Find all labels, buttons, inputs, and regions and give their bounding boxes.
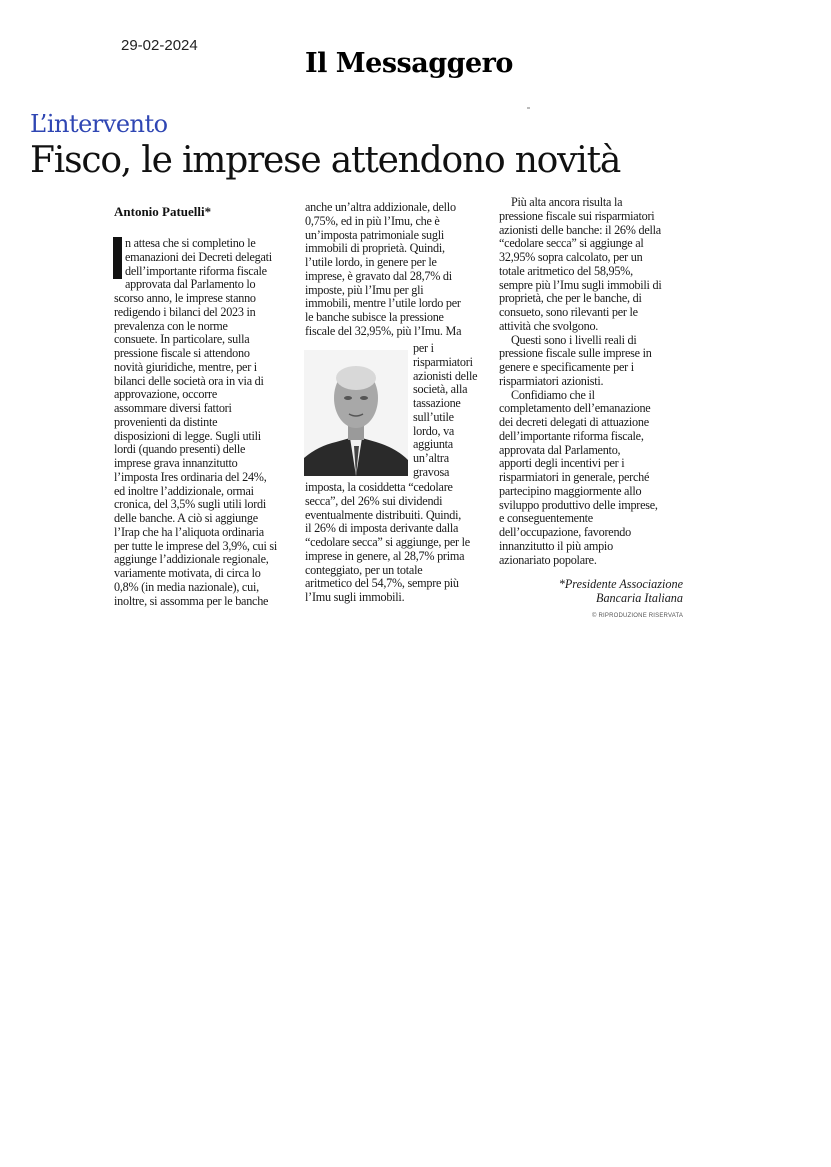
text-line: 0,75%, ed in più l’Imu, che è	[305, 213, 440, 228]
text-line: per i	[413, 341, 434, 355]
text-line: apporti degli incentivi per i	[499, 456, 625, 471]
text-line: imprese grava innanzitutto	[114, 456, 238, 470]
article-column-1-indented	[125, 237, 295, 292]
text-line: 0,8% (in media nazionale), cui,	[114, 579, 259, 594]
author-portrait-photo	[304, 350, 408, 476]
text-line: lordi (quando presenti) delle	[114, 442, 246, 457]
text-line: ed inoltre l’addizionale, ormai	[114, 483, 254, 498]
text-line: fiscale del 32,95%, più l’Imu. Ma	[305, 323, 462, 338]
text-line: dell’occupazione, favorendo	[499, 525, 631, 539]
text-line: aggiunge l’addizionale regionale,	[114, 552, 269, 567]
text-line: bilanci delle società ora in via di	[114, 373, 264, 388]
text-line: azionisti delle	[413, 368, 478, 383]
text-line: un’imposta patrimoniale sugli	[305, 227, 444, 242]
text-line: tassazione	[413, 396, 461, 410]
text-line: immobili, mentre l’utile lordo per	[305, 296, 461, 311]
text-line: le banche subisce la pressione	[305, 310, 444, 324]
text-line: risparmiatori	[413, 354, 473, 369]
text-line: l’Imu sugli immobili.	[305, 590, 405, 604]
article-column-2-wrap	[413, 342, 493, 480]
text-line: novità giuridiche, mentre, per i	[114, 359, 257, 374]
text-line: “cedolare secca” si aggiunge, per le	[305, 535, 470, 549]
text-line: Questi sono i livelli reali di	[511, 332, 637, 347]
text-line: risparmiatori azionisti.	[499, 373, 604, 388]
text-line: totale aritmetico del 58,95%,	[499, 263, 633, 278]
text-line: Più alta ancora risulta la	[511, 195, 623, 209]
text-line: inoltre, si assomma per le banche	[114, 593, 269, 608]
article-author: Antonio Patuelli*	[114, 204, 212, 219]
article-headline: Fisco, le imprese attendono novità	[30, 140, 621, 181]
text-line: sempre più l’Imu sugli immobili di	[499, 277, 662, 292]
text-line: provenienti da distinte	[114, 414, 218, 429]
text-line: Confidiamo che il	[511, 387, 595, 402]
text-line: attività che svolgono.	[499, 318, 599, 333]
signature-line-1: *Presidente Associazione	[558, 577, 683, 591]
text-line: l’Irap che ha l’aliquota ordinaria	[114, 524, 264, 539]
text-line: pressione fiscale si attendono	[114, 346, 250, 360]
text-line: completamento dell’emanazione	[499, 401, 651, 416]
text-line: innanzitutto il più ampio	[499, 538, 613, 553]
text-line: approvazione, occorre	[114, 387, 218, 402]
text-line: imprese, è gravato dal 28,7% di	[305, 268, 452, 283]
text-line: risparmiatori in generale, perché	[499, 470, 650, 484]
text-line: disposizioni di legge. Sugli utili	[114, 428, 261, 443]
text-line: 32,95% sopra calcolato, per un	[499, 250, 643, 264]
article-column-3	[499, 196, 685, 567]
text-line: l’utile lordo, in genere per le	[305, 255, 437, 269]
clipping-date: 29-02-2024	[121, 37, 198, 54]
text-line: pressione fiscale sui risparmiatori	[499, 208, 655, 223]
text-line: imprese in genere, al 28,7% prima	[305, 548, 465, 563]
text-line: dei decreti delegati di attuazione	[499, 415, 649, 429]
text-line: assommare diversi fattori	[114, 401, 232, 415]
text-line: redigendo i bilanci del 2023 in	[114, 304, 256, 319]
text-line: pressione fiscale sulle imprese in	[499, 346, 652, 361]
text-line: azionisti delle banche: il 26% della	[499, 222, 661, 237]
text-line: n attesa che si completino le	[125, 236, 256, 250]
text-line: “cedolare secca” si aggiunge al	[499, 236, 644, 251]
text-line: consuete. In particolare, sulla	[114, 332, 250, 347]
text-line: emanazioni dei Decreti delegati	[125, 249, 272, 264]
scan-speck	[527, 107, 530, 109]
text-line: azionariato popolare.	[499, 552, 597, 567]
text-line: l’imposta Ires ordinaria del 24%,	[114, 469, 267, 484]
article-column-2-bottom	[305, 481, 490, 605]
article-column-2-top	[305, 201, 485, 339]
text-line: approvata dal Parlamento,	[499, 442, 621, 457]
text-line: gravosa	[413, 464, 450, 479]
drop-cap	[113, 237, 122, 279]
text-line: il 26% di imposta derivante dalla	[305, 521, 459, 536]
text-line: genere e specificamente per i	[499, 360, 634, 374]
text-line: lordo, va	[413, 423, 455, 438]
text-line: dell’importante riforma fiscale	[125, 263, 267, 278]
text-line: partecipino maggiormente allo	[499, 483, 642, 498]
author-signature	[520, 578, 683, 606]
text-line: società, alla	[413, 382, 468, 397]
copyright-notice: © RIPRODUZIONE RISERVATA	[592, 613, 684, 619]
section-kicker: L’intervento	[30, 110, 168, 138]
text-line: eventualmente distribuiti. Quindi,	[305, 507, 462, 522]
text-line: proprietà, che per le banche, di	[499, 291, 642, 306]
text-line: sviluppo produttivo delle imprese,	[499, 497, 658, 512]
text-line: un’altra	[413, 451, 449, 465]
text-line: cronica, del 3,5% sugli utili lordi	[114, 497, 267, 512]
text-line: imposta, la cosiddetta “cedolare	[305, 480, 453, 494]
article-column-1	[114, 292, 294, 608]
text-line: imposte, più l’Imu per gli	[305, 282, 424, 297]
text-line: delle banche. A ciò si aggiunge	[114, 511, 258, 525]
text-line: sull’utile	[413, 409, 454, 424]
text-line: approvata dal Parlamento lo	[125, 277, 256, 292]
text-line: secca”, del 26% sui dividendi	[305, 493, 443, 508]
text-line: per tutte le imprese del 3,9%, cui si	[114, 538, 278, 553]
text-line: aggiunta	[413, 437, 453, 452]
signature-line-2: Bancaria Italiana	[596, 590, 683, 605]
text-line: aritmetico del 54,7%, sempre più	[305, 576, 459, 591]
text-line: variamente motivata, di circa lo	[114, 566, 261, 580]
text-line: conteggiato, per un totale	[305, 562, 423, 577]
text-line: anche un’altra addizionale, dello	[305, 200, 456, 214]
text-line: consueto, sono rilevanti per le	[499, 305, 638, 319]
text-line: e conseguentemente	[499, 511, 593, 526]
newspaper-masthead-logo: Il Messaggero	[305, 48, 513, 79]
text-line: immobili di proprietà. Quindi,	[305, 241, 445, 256]
text-line: prevalenza con le norme	[114, 318, 228, 333]
text-line: scorso anno, le imprese stanno	[114, 291, 256, 305]
text-line: dell’importante riforma fiscale,	[499, 428, 644, 443]
